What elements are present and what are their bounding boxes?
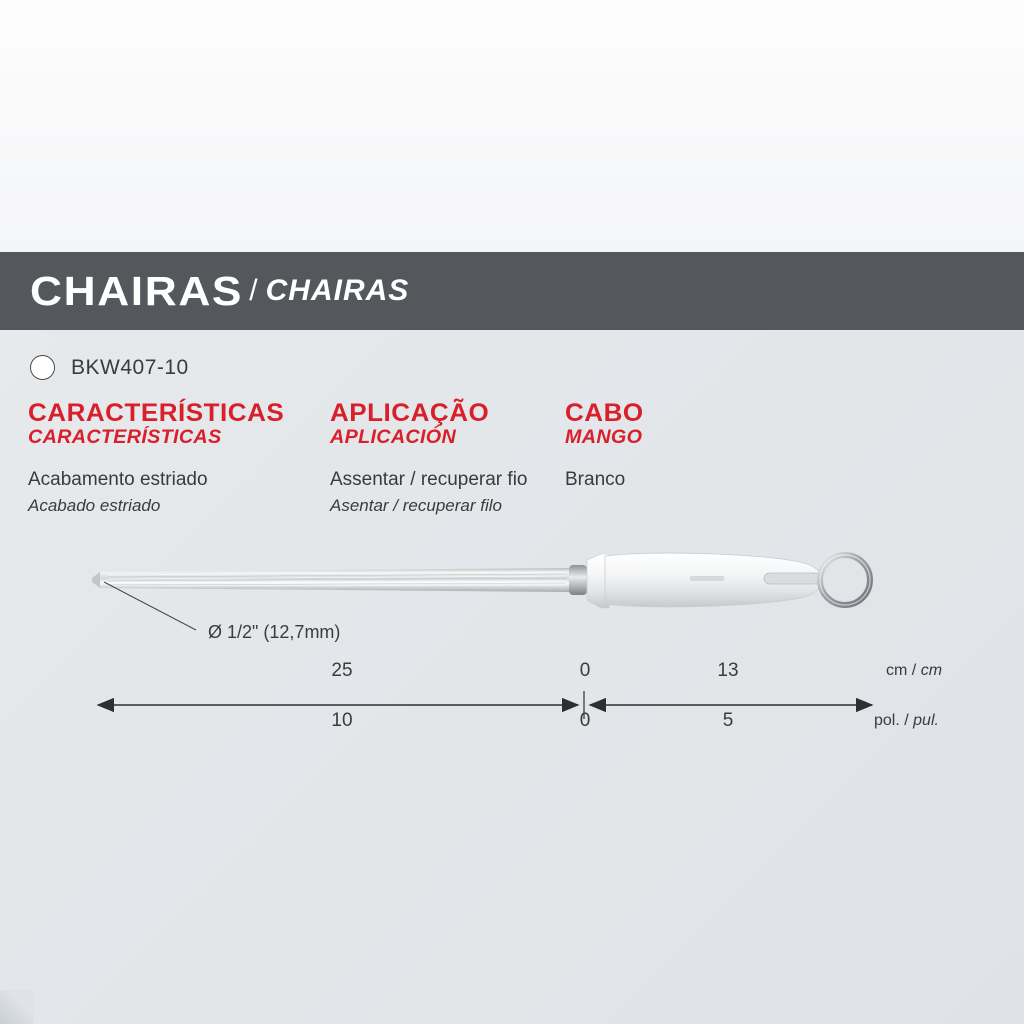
- spec-heading-secondary: APLICACIÓN: [330, 427, 457, 449]
- product-image: [0, 520, 1024, 660]
- page-title: CHAIRAS: [30, 267, 244, 314]
- spec-column-aplicacao: [330, 400, 565, 516]
- page-title-secondary: CHAIRAS: [265, 274, 410, 307]
- product-code-row: [30, 355, 189, 380]
- corner-fold: [0, 990, 34, 1024]
- dim-unit-inch-sep: /: [904, 712, 909, 729]
- product-code: BKW407-10: [71, 355, 189, 379]
- dim-cm-handle: 13: [717, 660, 739, 681]
- spec-heading: CARACTERÍSTICAS: [28, 399, 285, 427]
- dim-cm-blade: 25: [331, 660, 353, 681]
- spec-value-secondary: Asentar / recuperar filo: [330, 496, 502, 515]
- top-white-band: [0, 0, 1024, 252]
- spec-value-secondary: Acabado estriado: [28, 496, 161, 515]
- dimension-block: [0, 650, 1024, 760]
- spec-heading-secondary: CARACTERÍSTICAS: [28, 427, 222, 449]
- dim-inch-blade: 10: [331, 710, 353, 731]
- dim-unit-inch-alt: pul.: [913, 712, 939, 729]
- circle-icon: [30, 355, 55, 380]
- spec-value: Acabamento estriado: [28, 469, 208, 491]
- dim-inch-zero: 0: [579, 710, 591, 731]
- section-title-bar: [0, 252, 1024, 330]
- dim-unit-cm-alt: cm: [920, 662, 943, 679]
- sharpening-steel-illustration: [0, 520, 1024, 660]
- dim-unit-cm-sep: /: [911, 662, 917, 679]
- dimension-arrows: [0, 683, 1024, 723]
- dim-inch-handle: 5: [722, 710, 734, 731]
- spec-heading: APLICAÇÃO: [330, 399, 490, 427]
- dim-unit-inch: [874, 712, 939, 730]
- title-separator: /: [249, 274, 258, 307]
- dim-cm-zero: 0: [579, 660, 591, 681]
- diameter-callout: Ø 1/2" (12,7mm): [208, 622, 341, 642]
- spec-columns: [28, 400, 988, 516]
- spec-heading: CABO: [565, 399, 644, 427]
- spec-column-caracteristicas: [28, 400, 330, 516]
- spec-heading-secondary: MANGO: [565, 427, 643, 449]
- dim-unit-cm-main: cm: [886, 662, 908, 679]
- spec-column-cabo: [565, 400, 785, 516]
- dim-unit-inch-main: pol.: [874, 712, 900, 729]
- dim-unit-cm: [886, 662, 942, 680]
- spec-value: Assentar / recuperar fio: [330, 469, 528, 491]
- spec-value: Branco: [565, 469, 626, 491]
